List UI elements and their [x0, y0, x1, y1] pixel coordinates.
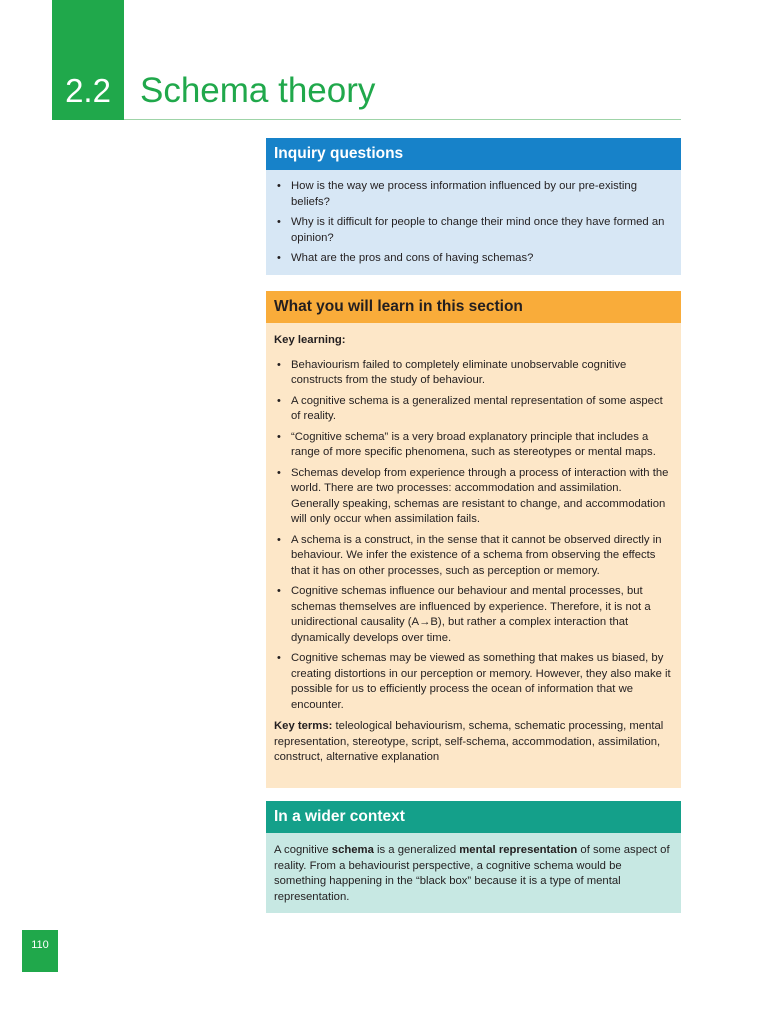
learning-point: Cognitive schemas influence our behaviour and mental processes, but schemas themselves are influenced by experience. Therefore, it is not a unidirectional causality (A→B), but rather a complex interaction that dynamically develops over time. [291, 585, 651, 644]
bullet-icon: • [277, 430, 281, 443]
context-text: is a generalized [373, 844, 460, 856]
list-item [274, 394, 671, 425]
bullet-icon: • [277, 466, 281, 479]
list-item [274, 179, 671, 210]
section-number: 2.2 [65, 72, 111, 109]
inquiry-list [274, 179, 671, 267]
bullet-icon: • [277, 585, 281, 597]
list-item [274, 215, 671, 246]
list-item [274, 533, 671, 580]
context-box [266, 801, 681, 913]
key-terms-label: Key terms: [274, 720, 333, 732]
bullet-icon: • [277, 533, 281, 546]
key-terms-text: teleological behaviourism, schema, schematic processing, mental representation, stereotype, script, self-schema, accommodation, assimilation, construct, alternative explanation [274, 720, 664, 763]
page-number: 110 [31, 939, 49, 951]
bullet-icon: • [277, 394, 281, 407]
inquiry-question: How is the way we process information influenced by our pre-existing beliefs? [291, 180, 637, 208]
list-item [274, 430, 671, 461]
list-item [274, 358, 671, 389]
term-mental-representation: mental representation [459, 844, 578, 856]
learning-body [266, 323, 681, 788]
inquiry-questions-box [266, 138, 681, 275]
learning-heading: What you will learn in this section [266, 291, 681, 323]
bullet-icon: • [277, 180, 281, 192]
term-schema: schema [331, 844, 374, 856]
chapter-title: Schema theory [140, 71, 376, 110]
inquiry-question: What are the pros and cons of having schemas? [291, 252, 534, 264]
context-heading: In a wider context [266, 801, 681, 833]
learning-box [266, 291, 681, 788]
learning-point: Behaviourism failed to completely eliminate unobservable cognitive constructs from the study of behaviour. [291, 358, 627, 386]
learning-point: A schema is a construct, in the sense that it cannot be observed directly in behaviour. We infer the existence of a schema from observing the effects that it has on other processes, such as perception or memory. [291, 533, 662, 577]
bullet-icon: • [277, 358, 281, 371]
list-item [274, 466, 671, 528]
learning-point: A cognitive schema is a generalized mental representation of some aspect of reality. [291, 394, 663, 422]
key-learning-list [274, 358, 671, 714]
bullet-icon: • [277, 216, 281, 228]
inquiry-question: Why is it difficult for people to change their mind once they have formed an opinion? [291, 216, 665, 244]
context-text: of some aspect of reality. From a behaviourist perspective, a cognitive schema would be something happening in the “black box” because it is a type of mental representation. [274, 844, 670, 903]
key-learning-label: Key learning: [274, 334, 346, 346]
bullet-icon: • [277, 252, 281, 264]
inquiry-body [266, 170, 681, 275]
context-text: A cognitive [274, 844, 332, 856]
learning-point: “Cognitive schema” is a very broad explanatory principle that includes a range of more specific phenomena, such as stereotypes or mental maps. [291, 430, 656, 458]
learning-point: Cognitive schemas may be viewed as something that makes us biased, by creating distortions in our perception or memory. However, they also make it possible for us to efficiently process the ocean of information that we encounter. [291, 652, 671, 711]
key-terms [274, 719, 671, 766]
context-body [266, 833, 681, 913]
list-item [274, 251, 671, 267]
learning-point: Schemas develop from experience through a process of interaction with the world. There are two processes: accommodation and assimilation. Generally speaking, schemas are resistant to change, and accommodation will only occur when assimilation fails. [291, 466, 669, 525]
inquiry-heading: Inquiry questions [266, 138, 681, 170]
list-item [274, 651, 671, 713]
list-item [274, 584, 671, 646]
title-divider [124, 119, 681, 120]
bullet-icon: • [277, 652, 281, 664]
